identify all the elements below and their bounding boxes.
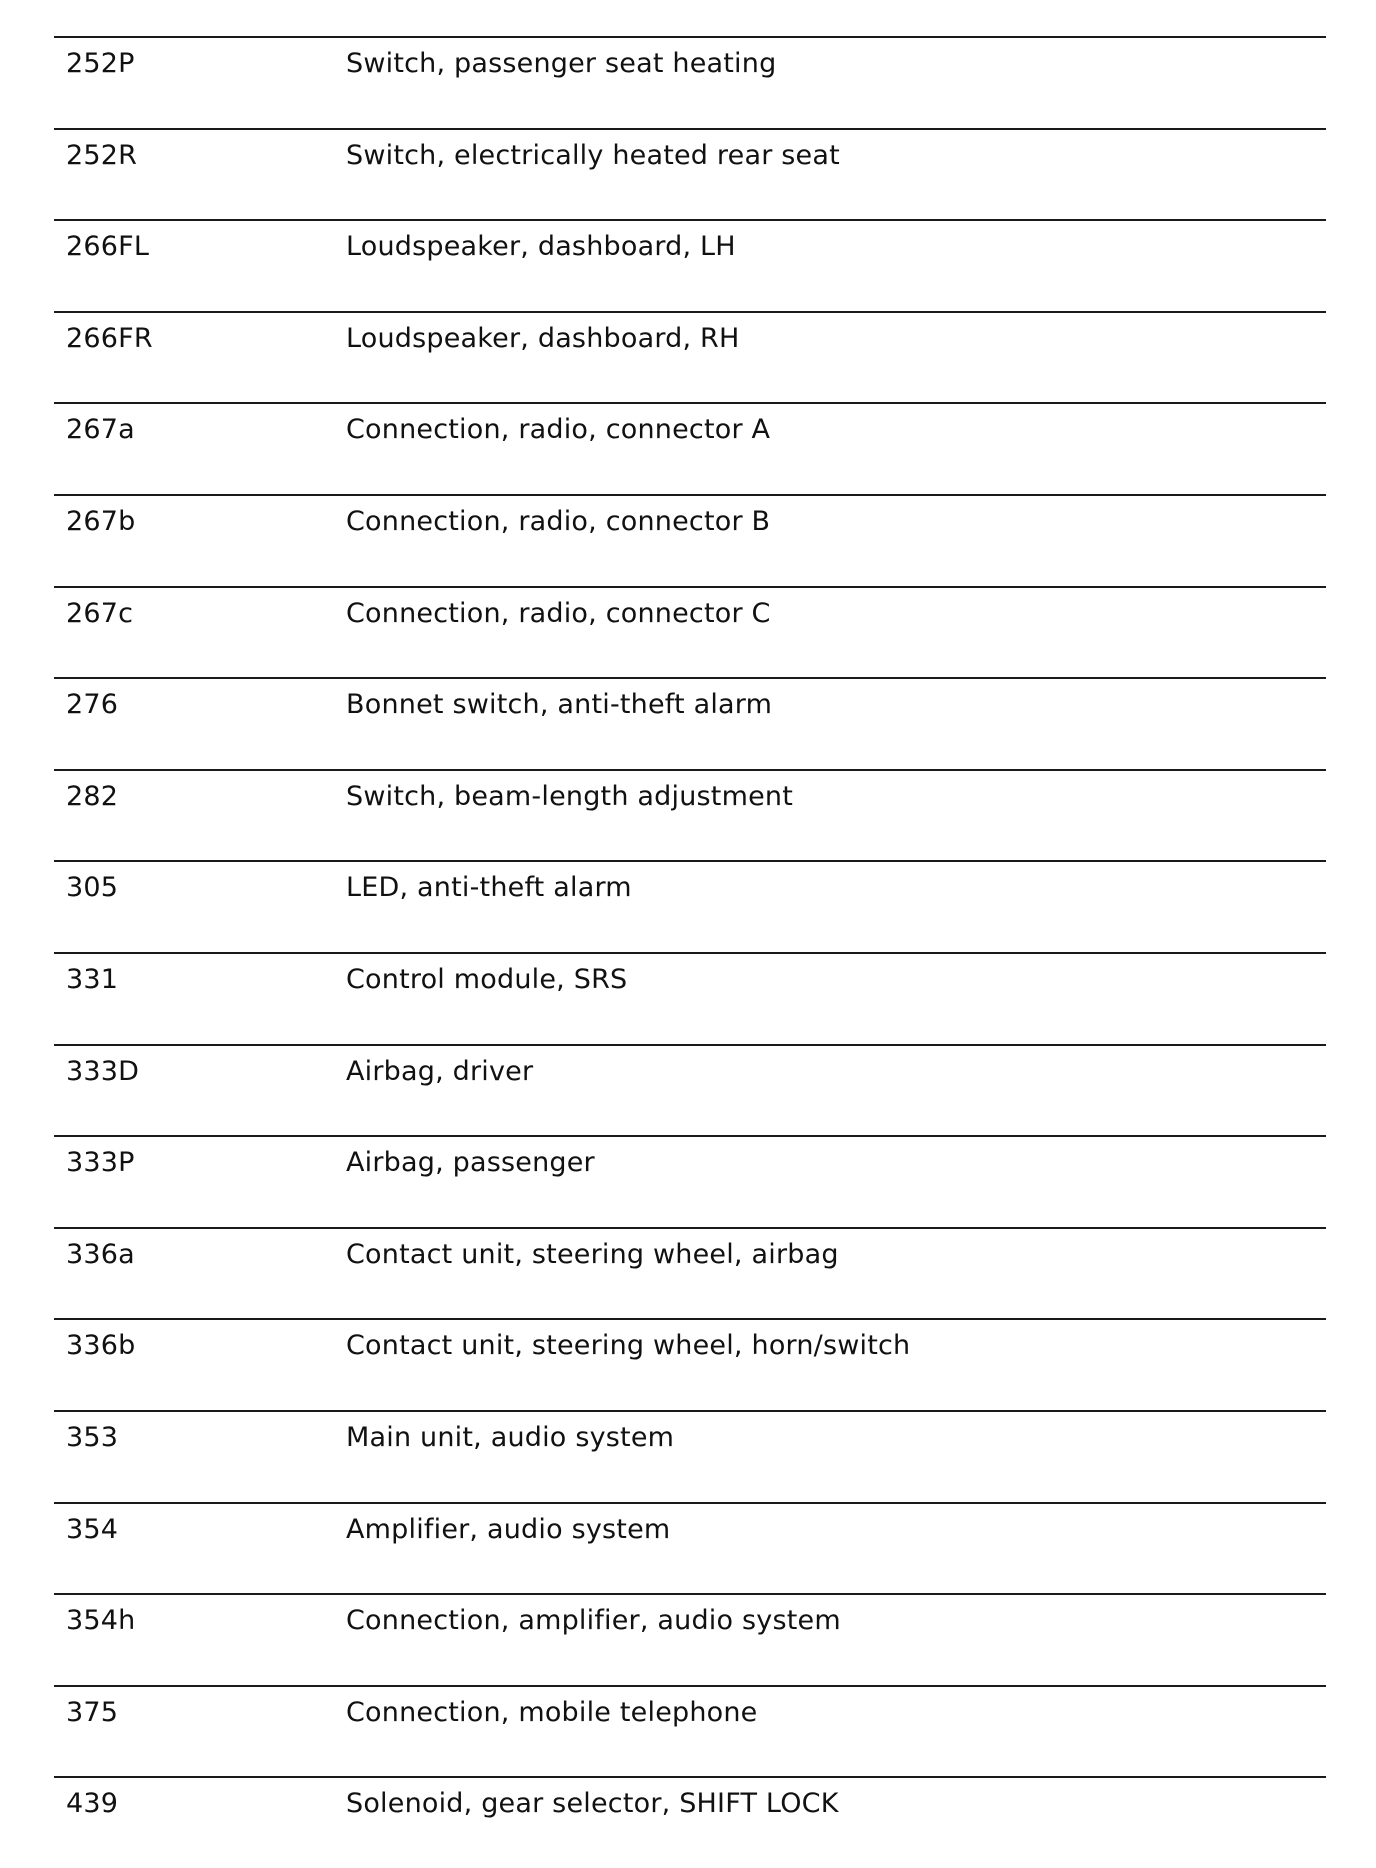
table-row	[54, 1593, 1326, 1685]
component-code: 331	[66, 963, 119, 995]
component-code: 252P	[66, 48, 135, 79]
table-row	[54, 1776, 1326, 1868]
component-description: Loudspeaker, dashboard, LH	[346, 231, 736, 263]
table-row	[54, 494, 1326, 586]
component-description: Switch, passenger seat heating	[346, 48, 777, 79]
table-row	[54, 677, 1326, 769]
component-description: Control module, SRS	[346, 963, 628, 995]
component-description: Airbag, passenger	[346, 1147, 595, 1179]
component-code: 439	[66, 1788, 119, 1820]
table-row	[54, 1318, 1326, 1410]
component-code: 267b	[66, 505, 136, 537]
table-row	[54, 219, 1326, 311]
component-description: Contact unit, steering wheel, airbag	[346, 1238, 839, 1270]
component-description: Connection, mobile telephone	[346, 1696, 758, 1728]
component-description: Connection, radio, connector B	[346, 505, 771, 537]
component-code: 336a	[66, 1238, 135, 1270]
component-description: Connection, radio, connector C	[346, 597, 771, 629]
component-code: 267c	[66, 597, 134, 629]
component-code: 375	[66, 1696, 119, 1728]
table-row	[54, 860, 1326, 952]
table-row	[54, 769, 1326, 861]
component-code: 267a	[66, 414, 135, 446]
component-description: Connection, amplifier, audio system	[346, 1605, 841, 1637]
component-code: 354h	[66, 1605, 136, 1637]
component-code: 252R	[66, 139, 138, 171]
table-row	[54, 1410, 1326, 1502]
component-code: 266FR	[66, 322, 153, 354]
table-row	[54, 36, 1326, 128]
component-code: 305	[66, 872, 119, 904]
component-description: Main unit, audio system	[346, 1421, 675, 1453]
component-description: Switch, electrically heated rear seat	[346, 139, 840, 171]
table-row	[54, 128, 1326, 220]
component-description: Solenoid, gear selector, SHIFT LOCK	[346, 1788, 839, 1820]
table-row	[54, 1502, 1326, 1594]
table-row	[54, 1685, 1326, 1777]
table-row	[54, 586, 1326, 678]
component-table	[54, 36, 1326, 1868]
table-row	[54, 952, 1326, 1044]
component-code: 353	[66, 1421, 119, 1453]
table-row	[54, 1044, 1326, 1136]
component-code: 266FL	[66, 231, 150, 263]
component-description: Airbag, driver	[346, 1055, 534, 1087]
component-code: 354	[66, 1513, 119, 1545]
component-description: LED, anti-theft alarm	[346, 872, 632, 904]
component-description: Switch, beam-length adjustment	[346, 780, 793, 812]
component-code: 333P	[66, 1147, 135, 1179]
table-row	[54, 402, 1326, 494]
component-description: Contact unit, steering wheel, horn/switch	[346, 1330, 911, 1362]
component-code: 333D	[66, 1055, 140, 1087]
component-description: Connection, radio, connector A	[346, 414, 771, 446]
component-code: 282	[66, 780, 119, 812]
component-code: 336b	[66, 1330, 136, 1362]
table-row	[54, 1227, 1326, 1319]
component-description: Amplifier, audio system	[346, 1513, 671, 1545]
component-code: 276	[66, 689, 119, 721]
table-row	[54, 1135, 1326, 1227]
component-description: Loudspeaker, dashboard, RH	[346, 322, 740, 354]
table-row	[54, 311, 1326, 403]
component-description: Bonnet switch, anti-theft alarm	[346, 689, 773, 721]
